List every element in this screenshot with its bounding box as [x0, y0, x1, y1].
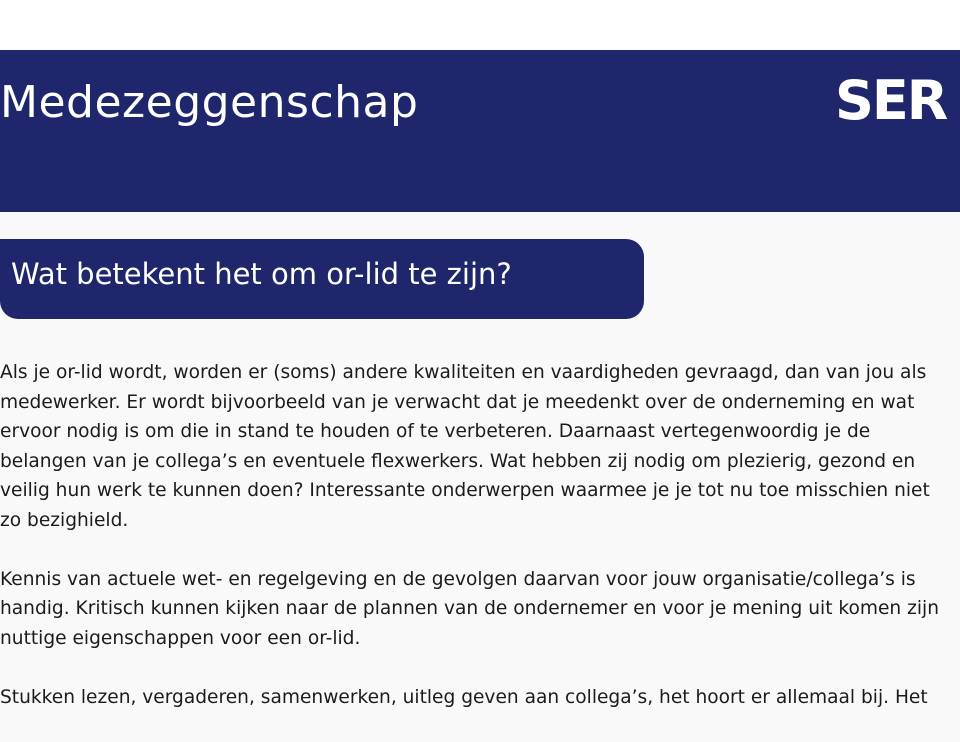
paragraph-2: Kennis van actuele wet- en regelgeving en de gevolgen daarvan voor jouw organisatie/collega’s is handig. Kritisch kunnen kijken naar de plannen van de ondernemer en voor je mening uit komen zijn nuttige eigenschappen voor een or-lid. [0, 568, 940, 649]
section-heading: Wat betekent het om or-lid te zijn? [11, 257, 512, 291]
ser-logo[interactable] [835, 72, 960, 124]
top-strip [0, 0, 960, 50]
ser-logo-text: SER [835, 72, 947, 124]
page-title: Medezeggenschap [0, 77, 419, 128]
paragraph-3: Stukken lezen, vergaderen, samenwerken, uitleg geven aan collega’s, het hoort er allemaal bij. Het [0, 686, 928, 708]
article-body [0, 358, 955, 742]
paragraph-1: Als je or-lid wordt, worden er (soms) andere kwaliteiten en vaardigheden gevraagd, dan van jou als medewerker. Er wordt bijvoorbeeld van je verwacht dat je meedenkt over de onderneming en wat ervoor nodig is om die in stand te houden of te verbeteren. Daarnaast vertegenwoordig je de belangen van je collega’s en eventuele flexwerkers. Wat hebben zij nodig om plezierig, gezond en veilig hun werk te kunnen doen? Interessante onderwerpen waarmee je je tot nu toe misschien niet zo bezighield. [0, 362, 930, 531]
section-heading-box [0, 239, 644, 319]
page-header [0, 50, 960, 212]
